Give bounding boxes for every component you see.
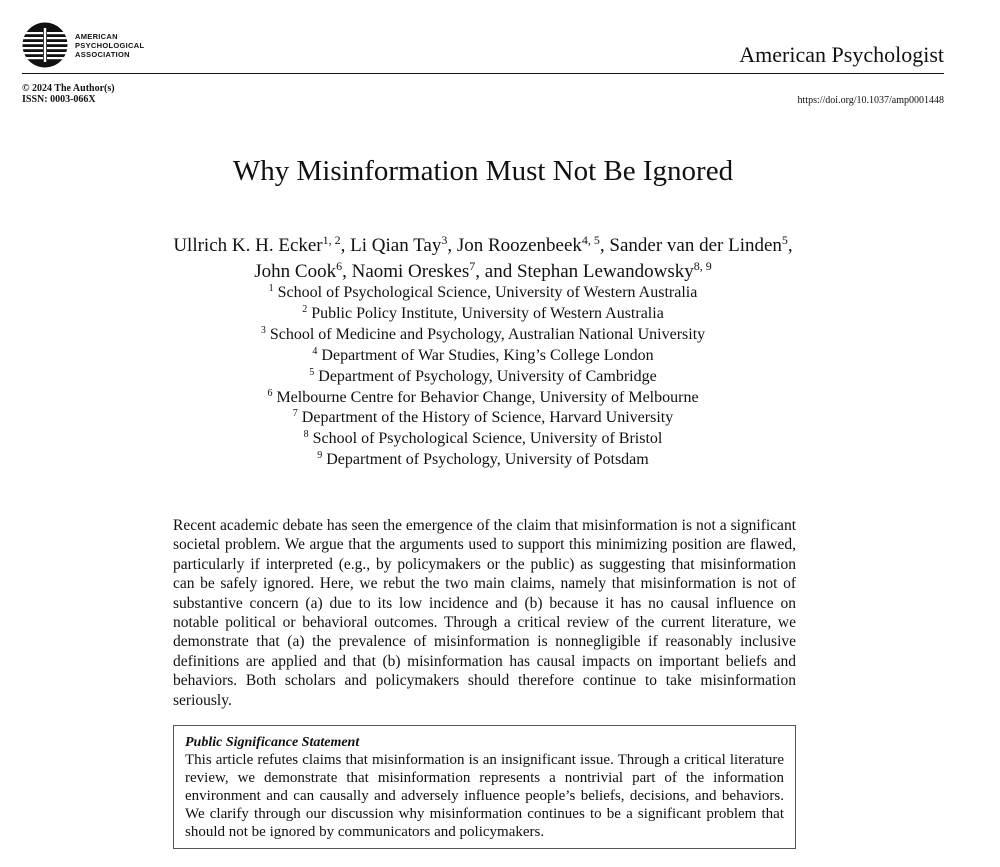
author-line [0,259,966,285]
affiliation-text: School of Psychological Science, University of Bristol [312,430,663,448]
logo-line: AMERICAN [75,31,118,41]
affiliation [0,388,966,409]
public-significance-box [173,725,796,849]
affiliation [0,367,966,388]
affiliation-text: Melbourne Centre for Behavior Change, University of Melbourne [276,388,699,406]
apa-logo-text [75,32,144,59]
author-affil-sup: 6 [336,259,343,273]
affiliation-number: 7 [292,408,298,420]
issn: ISSN: 0003-066X [22,94,96,105]
author-name: Jon Roozenbeek [456,235,582,256]
author-affil-sup: 8, 9 [693,259,712,273]
affiliation [0,283,966,304]
affiliation [0,325,966,346]
author-sep: , and [475,261,517,282]
affiliation-text: Department of War Studies, King’s College London [321,346,654,364]
affiliation-number: 9 [317,450,323,462]
paper-title: Why Misinformation Must Not Be Ignored [232,155,734,187]
copyright: © 2024 The Author(s) [22,83,115,94]
significance-heading: Public Significance Statement [185,735,360,750]
author-sep: , [787,235,793,256]
abstract: Recent academic debate has seen the emergence of the claim that misinformation is not a significant societal problem. We argue that the arguments used to support this minimizing position are flawed, particularly if interpreted (e.g., by policymakers or the public) as suggesting that misinformation can be safely ignored. Here, we rebut the two main claims, namely that misinformation is not of substantive concern (a) due to its low incidence and (b) because it has no causal influence on notable political or behavioral outcomes. Through a critical review of the current literature, we demonstrate that (a) the prevalence of misinformation is nonnegligible if reasonably inclusive definitions are applied and that (b) misinformation has causal impacts on important beliefs and behaviors. Both scholars and policymakers should therefore continue to take misinformation seriously. [173,517,796,709]
author-affil-sup: 1, 2 [322,233,341,247]
affiliation [0,346,966,367]
affiliation-text: School of Medicine and Psychology, Australian National University [269,325,706,343]
affiliation-list [0,283,966,471]
logo-line: ASSOCIATION [75,49,130,59]
affiliation-text: School of Psychological Science, University of Western Australia [277,284,698,301]
copyright-block [22,83,115,105]
affiliation [0,429,966,450]
header-rule [22,73,944,74]
affiliation-text: Public Policy Institute, University of Western Australia [311,304,664,322]
logo-line: PSYCHOLOGICAL [75,40,145,50]
author-name: Ullrich K. H. Ecker [173,235,323,256]
affiliation-text: Department of Psychology, University of Potsdam [326,451,649,469]
author-name: Li Qian Tay [350,235,442,256]
affiliation-number: 3 [260,324,266,336]
author-list [0,233,966,285]
affiliation-number: 2 [302,303,308,315]
affiliation-number: 1 [268,283,274,294]
author-name: John Cook [254,261,337,282]
doi-link[interactable]: https://doi.org/10.1037/amp0001448 [797,95,944,106]
affiliation-text: Department of the History of Science, Harvard University [301,409,674,427]
author-line [0,233,966,259]
author-affil-sup: 7 [469,259,476,273]
author-sep: , [340,235,351,256]
affiliation [0,304,966,325]
author-sep: , [342,261,352,282]
affiliation [0,408,966,429]
author-sep: , [447,235,457,256]
affiliation-text: Department of Psychology, University of Cambridge [318,367,657,385]
affiliation-number: 6 [267,387,273,399]
author-name: Naomi Oreskes [351,261,470,282]
affiliation [0,450,966,471]
affiliation-number: 8 [303,429,309,441]
author-affil-sup: 4, 5 [581,233,600,247]
affiliation-number: 4 [312,345,318,357]
significance-text: This article refutes claims that misinformation is an insignificant issue. Through a critical literature review, we demonstrate that misinformation represents a nontrivial part of the information environment and can causally and adversely influence people’s beliefs, decisions, and behaviors. We clarify through our discussion why misinformation continues to be a significant problem that should not be ignored by communicators and policymakers. [185,752,784,840]
author-affil-sup: 5 [781,233,788,247]
author-name: Stephan Lewandowsky [516,261,694,282]
affiliation-number: 5 [309,366,315,378]
journal-name: American Psychologist [739,42,944,67]
author-sep: , [599,235,610,256]
author-affil-sup: 3 [441,233,448,247]
apa-logo-icon [22,22,68,68]
author-name: Sander van der Linden [609,235,782,256]
apa-logo [22,22,144,68]
